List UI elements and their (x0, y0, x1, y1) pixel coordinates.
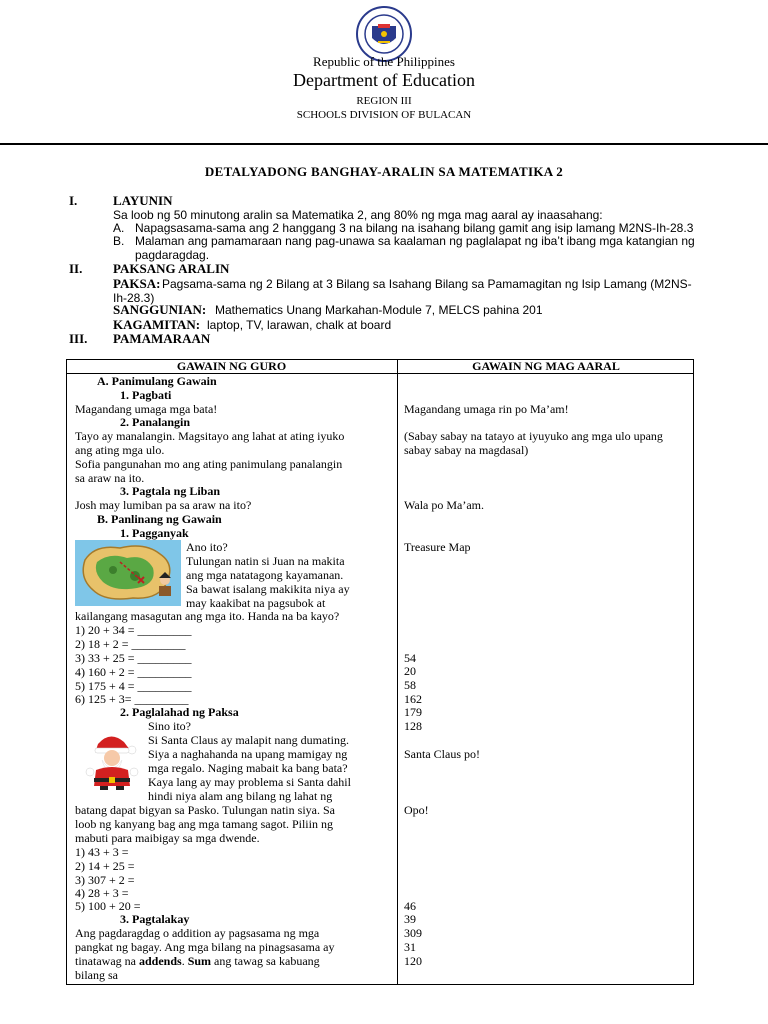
pagtala-heading: 3. Pagtala ng Liban (120, 484, 221, 498)
pagbati-text: Magandang umaga mga bata! (75, 402, 218, 416)
answer-item: 179 (404, 705, 422, 719)
santa-question-item: 5) 100 + 20 = (75, 899, 141, 913)
student-response-attendance: Wala po Ma’am. (404, 498, 485, 512)
paglalahad-line-7: batang dapat bigyan sa Pasko. Tulungan natin siya. Sa (75, 803, 335, 817)
pagtalakay-line-3c: . (181, 954, 188, 968)
paglalahad-heading: 2. Paglalahad ng Paksa (120, 705, 239, 719)
pagtala-text: Josh may lumiban pa sa araw na ito? (75, 498, 252, 512)
student-response-prayer-1: (Sabay sabay na tatayo at iyuyuko ang mga ulo upang (404, 429, 663, 443)
sanggunian-text: Mathematics Unang Markahan-Module 7, MELCS pahina 201 (215, 303, 543, 317)
pagganyak-line-5: may kaakibat na pagsubok at (186, 596, 326, 610)
header-rule (0, 143, 768, 145)
santa-question-item: 2) 14 + 25 = (75, 859, 135, 873)
section-1-number: I. (69, 193, 78, 208)
student-response-greeting: Magandang umaga rin po Ma’am! (404, 402, 569, 416)
panalangin-line-1: Tayo ay manalangin. Magsitayo ang lahat at ating iyuko (75, 429, 345, 443)
pagganyak-line-6: kailangang masagutan ang mga ito. Handa na ba kayo? (75, 609, 340, 623)
paglalahad-line-8: loob ng kanyang bag ang mga tamang sagot. Piliin ng (75, 817, 333, 831)
section-1-intro: Sa loob ng 50 minutong aralin sa Matematika 2, ang 80% ng mga mag aaral ay inaasahang: (113, 208, 603, 222)
panlinang-gawain-heading: B. Panlinang ng Gawain (97, 512, 222, 526)
pagganyak-heading: 1. Pagganyak (120, 526, 189, 540)
pagganyak-line-2: Tulungan natin si Juan na makita (186, 554, 345, 568)
panalangin-line-3: Sofia pangunahan mo ang ating panimulang panalangin (75, 457, 343, 471)
question-item: 5) 175 + 4 = _________ (75, 679, 192, 693)
panalangin-line-2: ang ating mga ulo. (75, 443, 165, 457)
pagtalakay-line-3a: tinatawag na (75, 954, 139, 968)
pagganyak-line-1: Ano ito? (186, 540, 228, 554)
republic-line: Republic of the Philippines (313, 54, 455, 69)
santa-answer-item: 46 (404, 899, 416, 913)
objective-b-label: B. (113, 234, 125, 248)
question-item: 1) 20 + 34 = _________ (75, 623, 192, 637)
region-line: REGION III (356, 95, 412, 107)
objective-a-text: Napagsasama-sama ang 2 hanggang 3 na bilang na isahang bilang gamit ang isip lamang M2NS-Ih-28.3 (135, 221, 694, 235)
treasure-map-image (75, 540, 181, 606)
answer-item: 162 (404, 692, 422, 706)
pagbati-heading: 1. Pagbati (120, 388, 172, 402)
paksa-label: PAKSA: (113, 276, 161, 291)
answer-item: 54 (404, 651, 416, 665)
objective-a-label: A. (113, 221, 125, 235)
section-3-heading: PAMAMARAAN (113, 331, 211, 346)
paglalahad-line-4: mga regalo. Naging mabait ka bang bata? (148, 761, 348, 775)
kagamitan-text: laptop, TV, larawan, chalk at board (207, 318, 392, 332)
addends-term: addends (138, 954, 182, 968)
student-response-map: Treasure Map (404, 540, 471, 554)
panalangin-line-4: sa araw na ito. (75, 471, 145, 485)
santa-answer-item: 309 (404, 926, 422, 940)
pagganyak-line-3: ang mga natatagong kayamanan. (186, 568, 344, 582)
section-1-heading: LAYUNIN (113, 193, 173, 208)
objective-b-text-1: Malaman ang pamamaraan nang pag-unawa sa kaalaman ng paglalapat ng iba’t ibang mga katangian ng (135, 234, 695, 248)
answer-item: 128 (404, 719, 422, 733)
student-response-prayer-2: sabay sabay na magdasal) (404, 443, 529, 457)
question-item: 6) 125 + 3= _________ (75, 692, 189, 706)
paglalahad-line-5: Kaya lang ay may problema si Santa dahil (148, 775, 351, 789)
santa-answer-item: 39 (404, 912, 416, 926)
table-column-divider (397, 359, 398, 985)
paksa-text-1: Pagsama-sama ng 2 Bilang at 3 Bilang sa Isahang Bilang sa Pamamagitan ng Isip Lamang (M2NS- (162, 277, 692, 291)
answer-item: 20 (404, 664, 416, 678)
pagtalakay-line-1: Ang pagdaragdag o addition ay pagsasama ng mga (75, 926, 320, 940)
santa-answer-item: 120 (404, 954, 422, 968)
question-item: 2) 18 + 2 = _________ (75, 637, 186, 651)
pagganyak-line-4: Sa bawat isalang makikita niya ay (186, 582, 350, 596)
panalangin-heading: 2. Panalangin (120, 415, 191, 429)
section-2-heading: PAKSANG ARALIN (113, 261, 230, 276)
question-item: 3) 33 + 25 = _________ (75, 651, 192, 665)
column-header-teacher: GAWAIN NG GURO (176, 359, 287, 373)
paglalahad-line-9: mabuti para maibigay sa mga dwende. (75, 831, 260, 845)
paksa-text-2: Ih-28.3) (113, 291, 155, 305)
santa-question-item: 4) 28 + 3 = (75, 886, 129, 900)
pagtalakay-heading: 3. Pagtalakay (120, 912, 190, 926)
student-response-santa: Santa Claus po! (404, 747, 480, 761)
department-name: Department of Education (293, 70, 475, 90)
question-item: 4) 160 + 2 = _________ (75, 665, 192, 679)
sanggunian-label: SANGGUNIAN: (113, 302, 207, 317)
santa-question-item: 1) 43 + 3 = (75, 845, 129, 859)
paglalahad-line-6: hindi niya alam ang bilang ng lahat ng (148, 789, 333, 803)
santa-answer-item: 31 (404, 940, 416, 954)
pagtalakay-line-2: pangkat ng bagay. Ang mga bilang na pinagsasama ay (75, 940, 335, 954)
kagamitan-label: KAGAMITAN: (113, 317, 201, 332)
sum-term: Sum (187, 954, 212, 968)
objective-b-text-2: pagdaragdag. (135, 248, 210, 262)
santa-question-item: 3) 307 + 2 = (75, 873, 135, 887)
pagtalakay-line-4: bilang sa (75, 968, 118, 982)
santa-claus-image (80, 730, 140, 790)
paglalahad-line-1: Sino ito? (148, 719, 192, 733)
pagtalakay-line-3 (75, 955, 320, 968)
column-header-student: GAWAIN NG MAG AARAL (472, 359, 620, 373)
answer-item: 58 (404, 678, 416, 692)
student-response-opo: Opo! (404, 803, 429, 817)
paglalahad-line-3: Siya a naghahanda na upang mamigay ng (148, 747, 348, 761)
division-line: SCHOOLS DIVISION OF BULACAN (296, 109, 472, 121)
paglalahad-line-2: Si Santa Claus ay malapit nang dumating. (148, 733, 349, 747)
pagtalakay-line-3e: ang tawag sa kabuang (211, 954, 320, 968)
section-2-number: II. (69, 261, 83, 276)
panimulang-gawain-heading: A. Panimulang Gawain (97, 374, 217, 388)
document-title: DETALYADONG BANGHAY-ARALIN SA MATEMATIKA 2 (204, 164, 564, 179)
section-3-number: III. (69, 331, 88, 346)
